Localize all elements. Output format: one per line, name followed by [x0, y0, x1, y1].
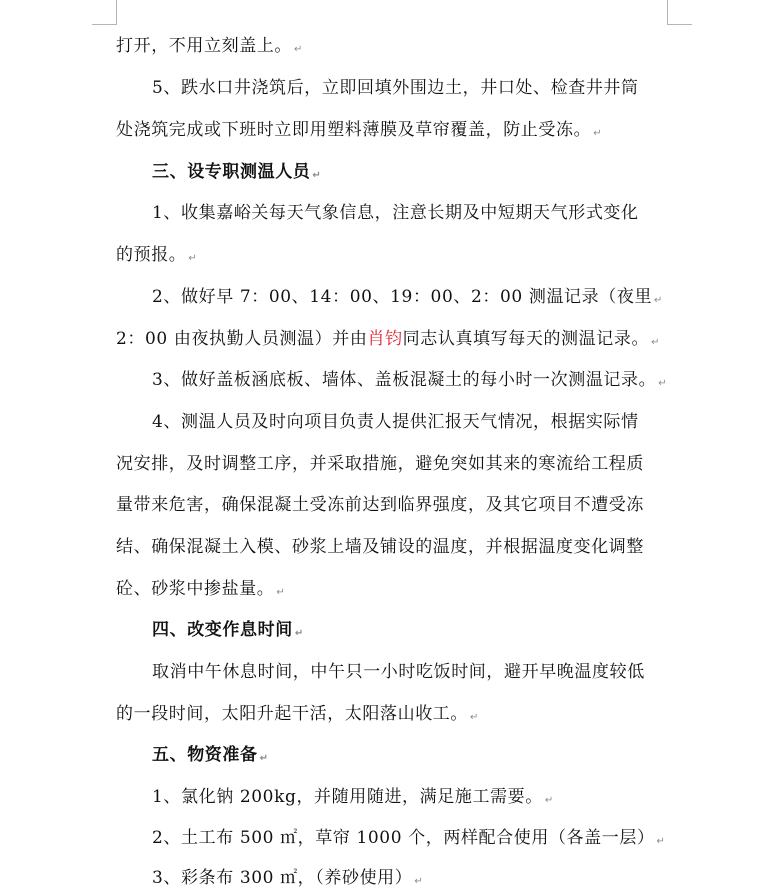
text-line: 量带来危害，确保混凝土受冻前达到临界强度，及其它项目不遭受冻	[116, 495, 644, 515]
text-line: 况安排，及时调整工序，并采取措施，避免突如其来的寒流给工程质	[116, 454, 644, 474]
paragraph-mark-icon: ↵	[276, 587, 286, 598]
text-line: 3、彩条布 300 ㎡，（养砂使用） ↵	[152, 868, 424, 888]
text-line: 打开，不用立刻盖上。 ↵	[116, 36, 303, 56]
highlighted-name: 肖钧	[367, 329, 403, 349]
text-line: 2：00 由夜执勤人员测温）并由肖钧同志认真填写每天的测温记录。 ↵	[116, 329, 661, 349]
paragraph-mark-icon: ↵	[593, 128, 603, 139]
paragraph-mark-icon: ↵	[654, 295, 664, 306]
paragraph-mark-icon: ↵	[188, 253, 198, 264]
paragraph-mark-icon: ↵	[414, 876, 424, 887]
text-line: 1、氯化钠 200kg，并随用随进，满足施工需要。 ↵	[152, 787, 554, 807]
paragraph-mark-icon: ↵	[259, 753, 269, 764]
text-line: 砼、砂浆中掺盐量。 ↵	[116, 579, 286, 599]
paragraph-mark-icon: ↵	[656, 836, 666, 847]
text-line: 结、确保混凝土入模、砂浆上墙及铺设的温度，并根据温度变化调整	[116, 537, 644, 557]
text-line: 4、测温人员及时向项目负责人提供汇报天气情况，根据实际情	[152, 412, 639, 432]
text-line: 取消中午休息时间，中午只一小时吃饭时间，避开早晚温度较低	[152, 662, 645, 682]
text-line: 2、土工布 500 ㎡，草帘 1000 个，两样配合使用（各盖一层） ↵	[152, 828, 666, 848]
paragraph-mark-icon: ↵	[294, 44, 303, 55]
text-line: 的一段时间，太阳升起干活，太阳落山收工。 ↵	[116, 704, 479, 724]
paragraph-mark-icon: ↵	[294, 628, 304, 639]
margin-corner-top-left	[92, 0, 117, 25]
text-line: 5、跌水口井浇筑后，立即回填外围边土，井口处、检查井井筒	[152, 78, 639, 98]
paragraph-mark-icon: ↵	[544, 795, 554, 806]
paragraph-mark-icon: ↵	[470, 712, 479, 723]
paragraph-mark-icon: ↵	[658, 378, 668, 389]
paragraph-mark-icon: ↵	[651, 337, 661, 348]
text-line: 处浇筑完成或下班时立即用塑料薄膜及草帘覆盖，防止受冻。 ↵	[116, 120, 603, 140]
text-line: 3、做好盖板涵底板、墙体、盖板混凝土的每小时一次测温记录。 ↵	[152, 370, 668, 390]
section-heading: 四、改变作息时间 ↵	[152, 620, 304, 640]
section-heading: 三、设专职测温人员 ↵	[152, 162, 322, 182]
text-line: 1、收集嘉峪关每天气象信息，注意长期及中短期天气形式变化	[152, 203, 639, 223]
section-heading: 五、物资准备 ↵	[152, 745, 269, 765]
paragraph-mark-icon: ↵	[312, 170, 322, 181]
margin-corner-top-right	[667, 0, 692, 25]
text-line: 2、做好早 7：00、14：00、19：00、2：00 测温记录（夜里 ↵	[152, 287, 664, 307]
text-line: 的预报。 ↵	[116, 245, 198, 265]
